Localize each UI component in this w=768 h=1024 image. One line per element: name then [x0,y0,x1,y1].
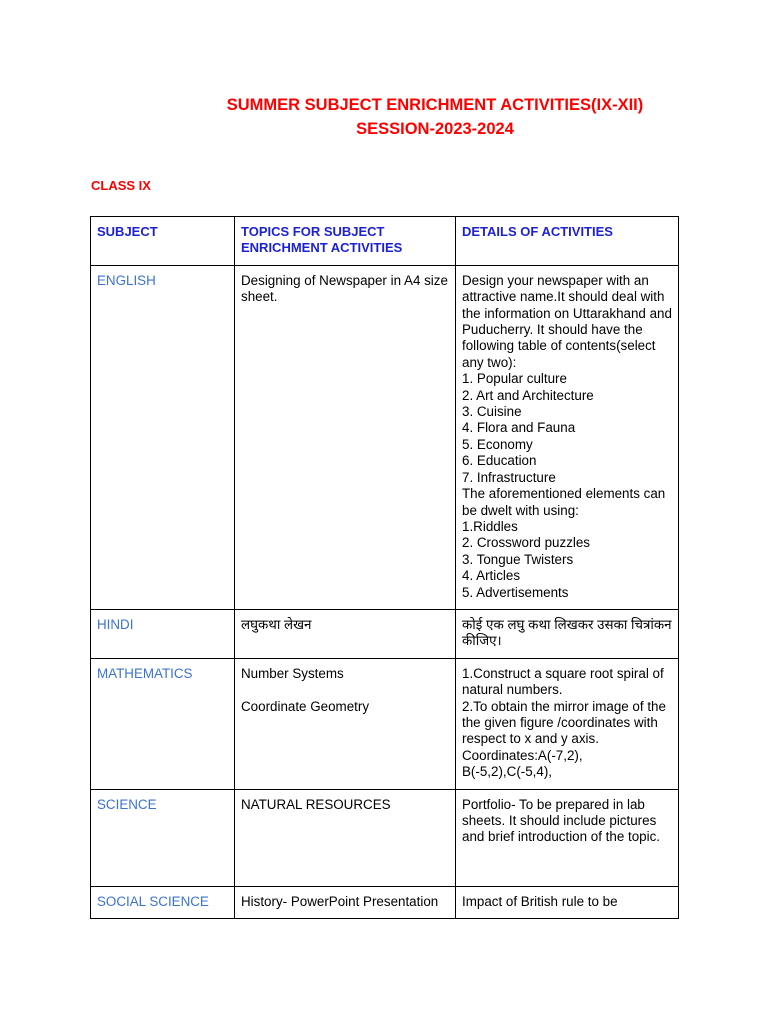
topic-cell: History- PowerPoint Presentation [235,886,456,918]
table-row-mathematics [91,658,679,789]
table-header-row [91,217,679,266]
subject-cell: ENGLISH [91,265,235,609]
details-cell: कोई एक लघु कथा लिखकर उसका चित्रांकन कीजिए। [456,609,679,658]
topic-cell [235,658,456,789]
subject-cell: SCIENCE [91,789,235,886]
topic-cell: लघुकथा लेखन [235,609,456,658]
details-cell: Portfolio- To be prepared in lab sheets. It should include pictures and brief introduction of the topic. [456,789,679,886]
subject-cell: MATHEMATICS [91,658,235,789]
header-subject: SUBJECT [91,217,235,266]
details-cell: Design your newspaper with an attractive name.It should deal with the information on Uttarakhand and Puducherry. It should have the following table of contents(select any two): 1. Popular culture 2. Art and Architecture 3. Cuisine 4. Flora and Fauna 5. Economy 6. Education 7. Infrastructure The aforementioned elements can be dwelt with using: 1.Riddles 2. Crossword puzzles 3. Tongue Twisters 4. Articles 5. Advertisements [456,265,679,609]
table-row-social-science [91,886,679,918]
topic-coordinate-geometry: Coordinate Geometry [241,699,370,715]
topic-number-systems: Number Systems [241,665,344,681]
details-cell: 1.Construct a square root spiral of natural numbers. 2.To obtain the mirror image of the the given figure /coordinates with respect to x and y axis. Coordinates:A(-7,2), B(-5,2),C(-5,4), [456,658,679,789]
activities-table [90,216,679,919]
header-details: DETAILS OF ACTIVITIES [456,217,679,266]
header-topics: TOPICS FOR SUBJECT ENRICHMENT ACTIVITIES [235,217,456,266]
table-row-english [91,265,679,609]
topic-cell: Designing of Newspaper in A4 size sheet. [235,265,456,609]
class-label: CLASS IX [91,178,151,193]
subject-cell: SOCIAL SCIENCE [91,886,235,918]
subject-cell: HINDI [91,609,235,658]
title-line-2: SESSION-2023-2024 [356,120,514,138]
document-title [0,93,768,141]
details-cell: Impact of British rule to be [456,886,679,918]
table-row-science [91,789,679,886]
title-line-1: SUMMER SUBJECT ENRICHMENT ACTIVITIES(IX-XII) [226,96,644,114]
topic-cell: NATURAL RESOURCES [235,789,456,886]
table-row-hindi [91,609,679,658]
